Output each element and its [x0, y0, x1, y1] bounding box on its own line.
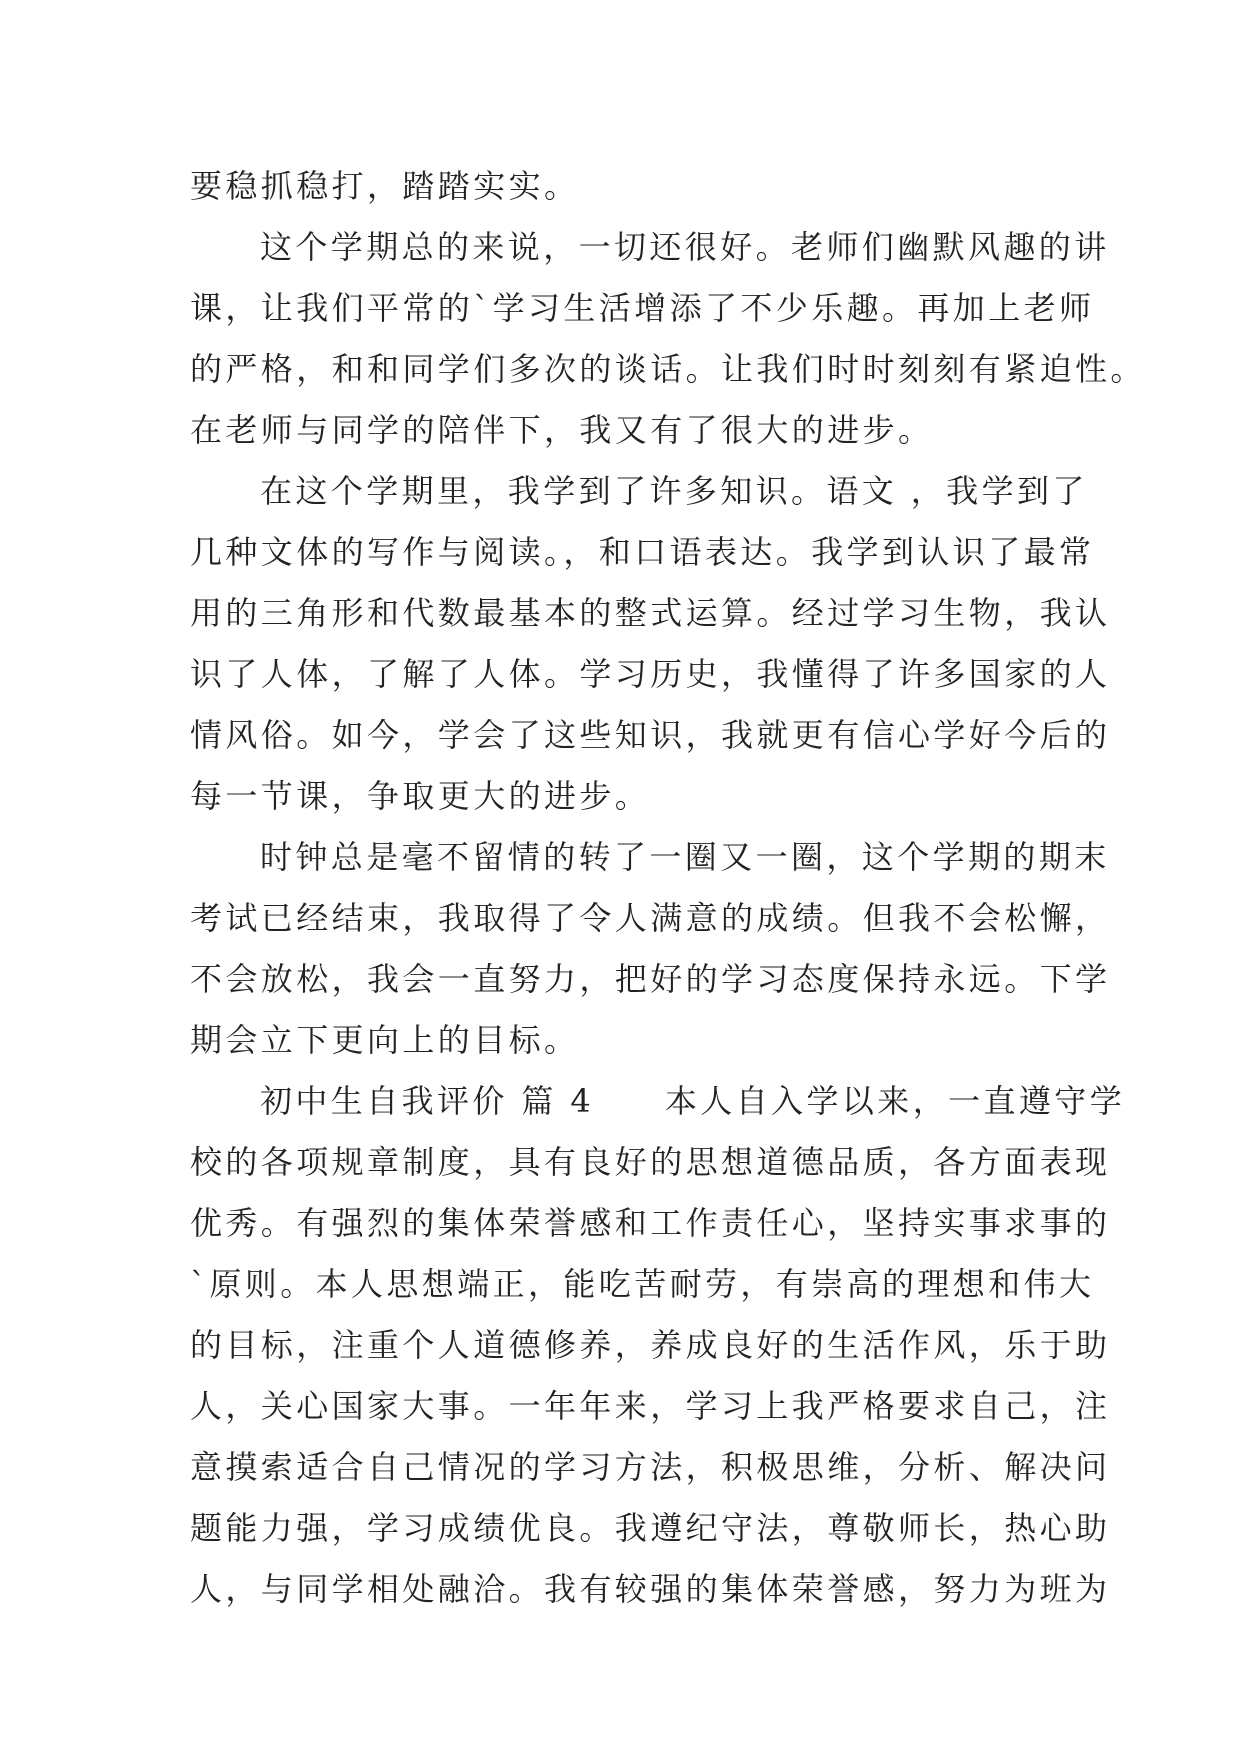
text-line: 这个学期总的来说，一切还很好。老师们幽默风趣的讲	[260, 228, 1110, 266]
text-line: 要稳抓稳打，踏踏实实。	[190, 167, 580, 205]
text-line: 考试已经结束，我取得了令人满意的成绩。但我不会松懈，	[190, 899, 1111, 937]
text-line: 课，让我们平常的`学习生活增添了不少乐趣。再加上老师	[190, 289, 1095, 327]
text-line: 人，与同学相处融洽。我有较强的集体荣誉感，努力为班为	[190, 1570, 1111, 1608]
text-line: 情风俗。如今，学会了这些知识，我就更有信心学好今后的	[190, 716, 1111, 754]
text-line: 初中生自我评价 篇 4 本人自入学以来，一直遵守学	[260, 1082, 1126, 1120]
text-line: 用的三角形和代数最基本的整式运算。经过学习生物，我认	[190, 594, 1111, 632]
text-line: 在老师与同学的陪伴下，我又有了很大的进步。	[190, 411, 934, 449]
text-line: 优秀。有强烈的集体荣誉感和工作责任心，坚持实事求事的	[190, 1204, 1111, 1242]
text-line: 期会立下更向上的目标。	[190, 1021, 580, 1059]
text-line: 意摸索适合自己情况的学习方法，积极思维，分析、解决问	[190, 1448, 1111, 1486]
text-line: 的严格，和和同学们多次的谈话。让我们时时刻刻有紧迫性。	[190, 350, 1146, 388]
text-line: 几种文体的写作与阅读。，和口语表达。我学到认识了最常	[190, 533, 1095, 571]
text-line: 每一节课，争取更大的进步。	[190, 777, 651, 815]
text-line: 题能力强，学习成绩优良。我遵纪守法，尊敬师长，热心助	[190, 1509, 1111, 1547]
text-line: 识了人体，了解了人体。学习历史，我懂得了许多国家的人	[190, 655, 1111, 693]
text-line: 人，关心国家大事。一年年来，学习上我严格要求自己，注	[190, 1387, 1111, 1425]
text-line: 不会放松，我会一直努力，把好的学习态度保持永远。下学	[190, 960, 1111, 998]
text-line: 时钟总是毫不留情的转了一圈又一圈，这个学期的期末	[260, 838, 1110, 876]
document-body	[190, 156, 1146, 1620]
text-line: 校的各项规章制度，具有良好的思想道德品质，各方面表现	[190, 1143, 1111, 1181]
text-line: 在这个学期里，我学到了许多知识。语文 ，我学到了	[260, 472, 1088, 510]
text-line: 的目标，注重个人道德修养，养成良好的生活作风，乐于助	[190, 1326, 1111, 1364]
text-line: `原则。本人思想端正，能吃苦耐劳，有崇高的理想和伟大	[190, 1265, 1095, 1303]
